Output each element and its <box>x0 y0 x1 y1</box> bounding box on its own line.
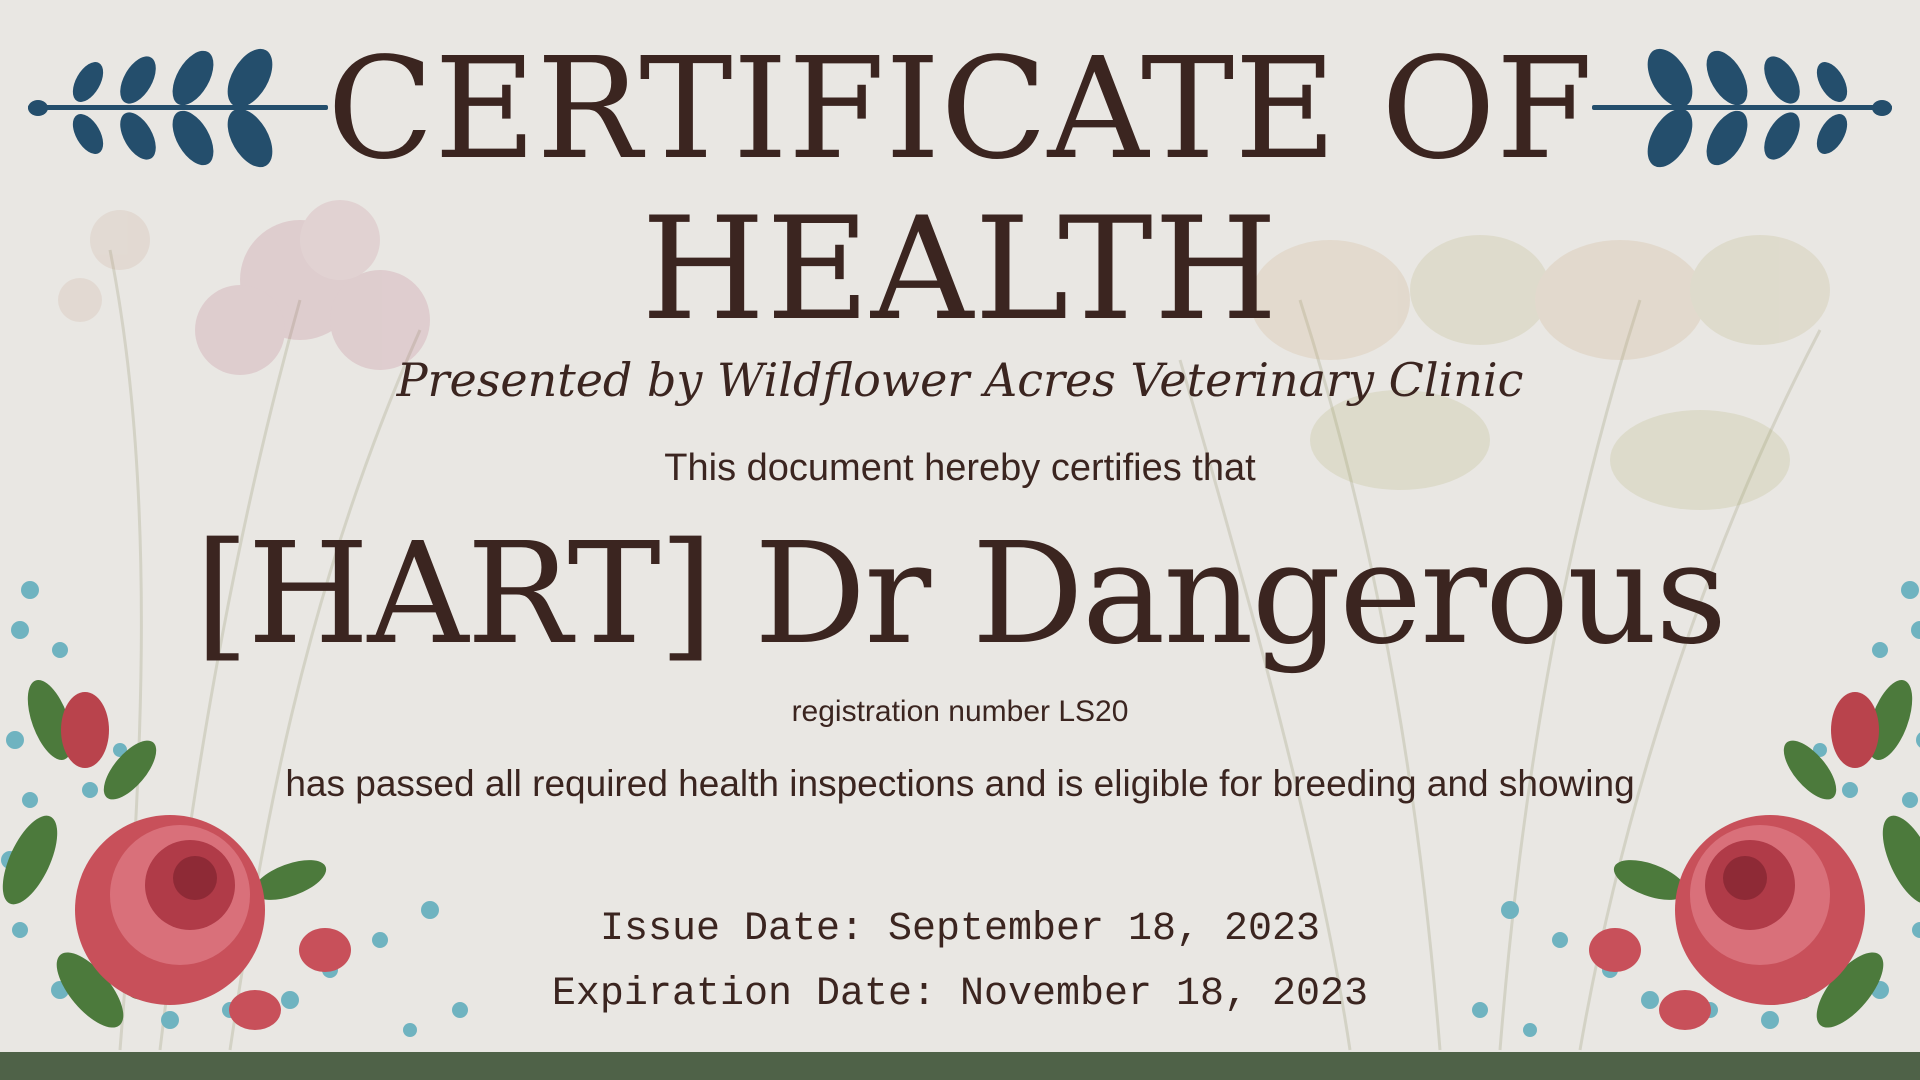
rose-bouquet-icon <box>1420 570 1920 1070</box>
certifies-text: This document hereby certifies that <box>664 447 1256 489</box>
health-statement: has passed all required health inspections and is eligible for breeding and showing <box>285 763 1635 804</box>
title-line-1: CERTIFICATE OF <box>327 28 1593 191</box>
title-line-2: HEALTH <box>641 187 1279 352</box>
rose-bouquet-icon <box>0 570 520 1070</box>
registration-number: registration number LS20 <box>791 695 1129 728</box>
issue-date: Issue Date: September 18, 2023 <box>599 907 1321 952</box>
laurel-branch-icon <box>18 48 328 168</box>
certificate-title <box>300 30 1620 350</box>
presented-by-subtitle: Presented by Wildflower Acres Veterinary Clinic <box>396 353 1524 407</box>
recipient-name: [HART] Dr Dangerous <box>194 513 1726 676</box>
expiration-date: Expiration Date: November 18, 2023 <box>551 972 1369 1017</box>
bottom-border-bar <box>0 1052 1920 1080</box>
laurel-branch-icon <box>1592 48 1902 168</box>
